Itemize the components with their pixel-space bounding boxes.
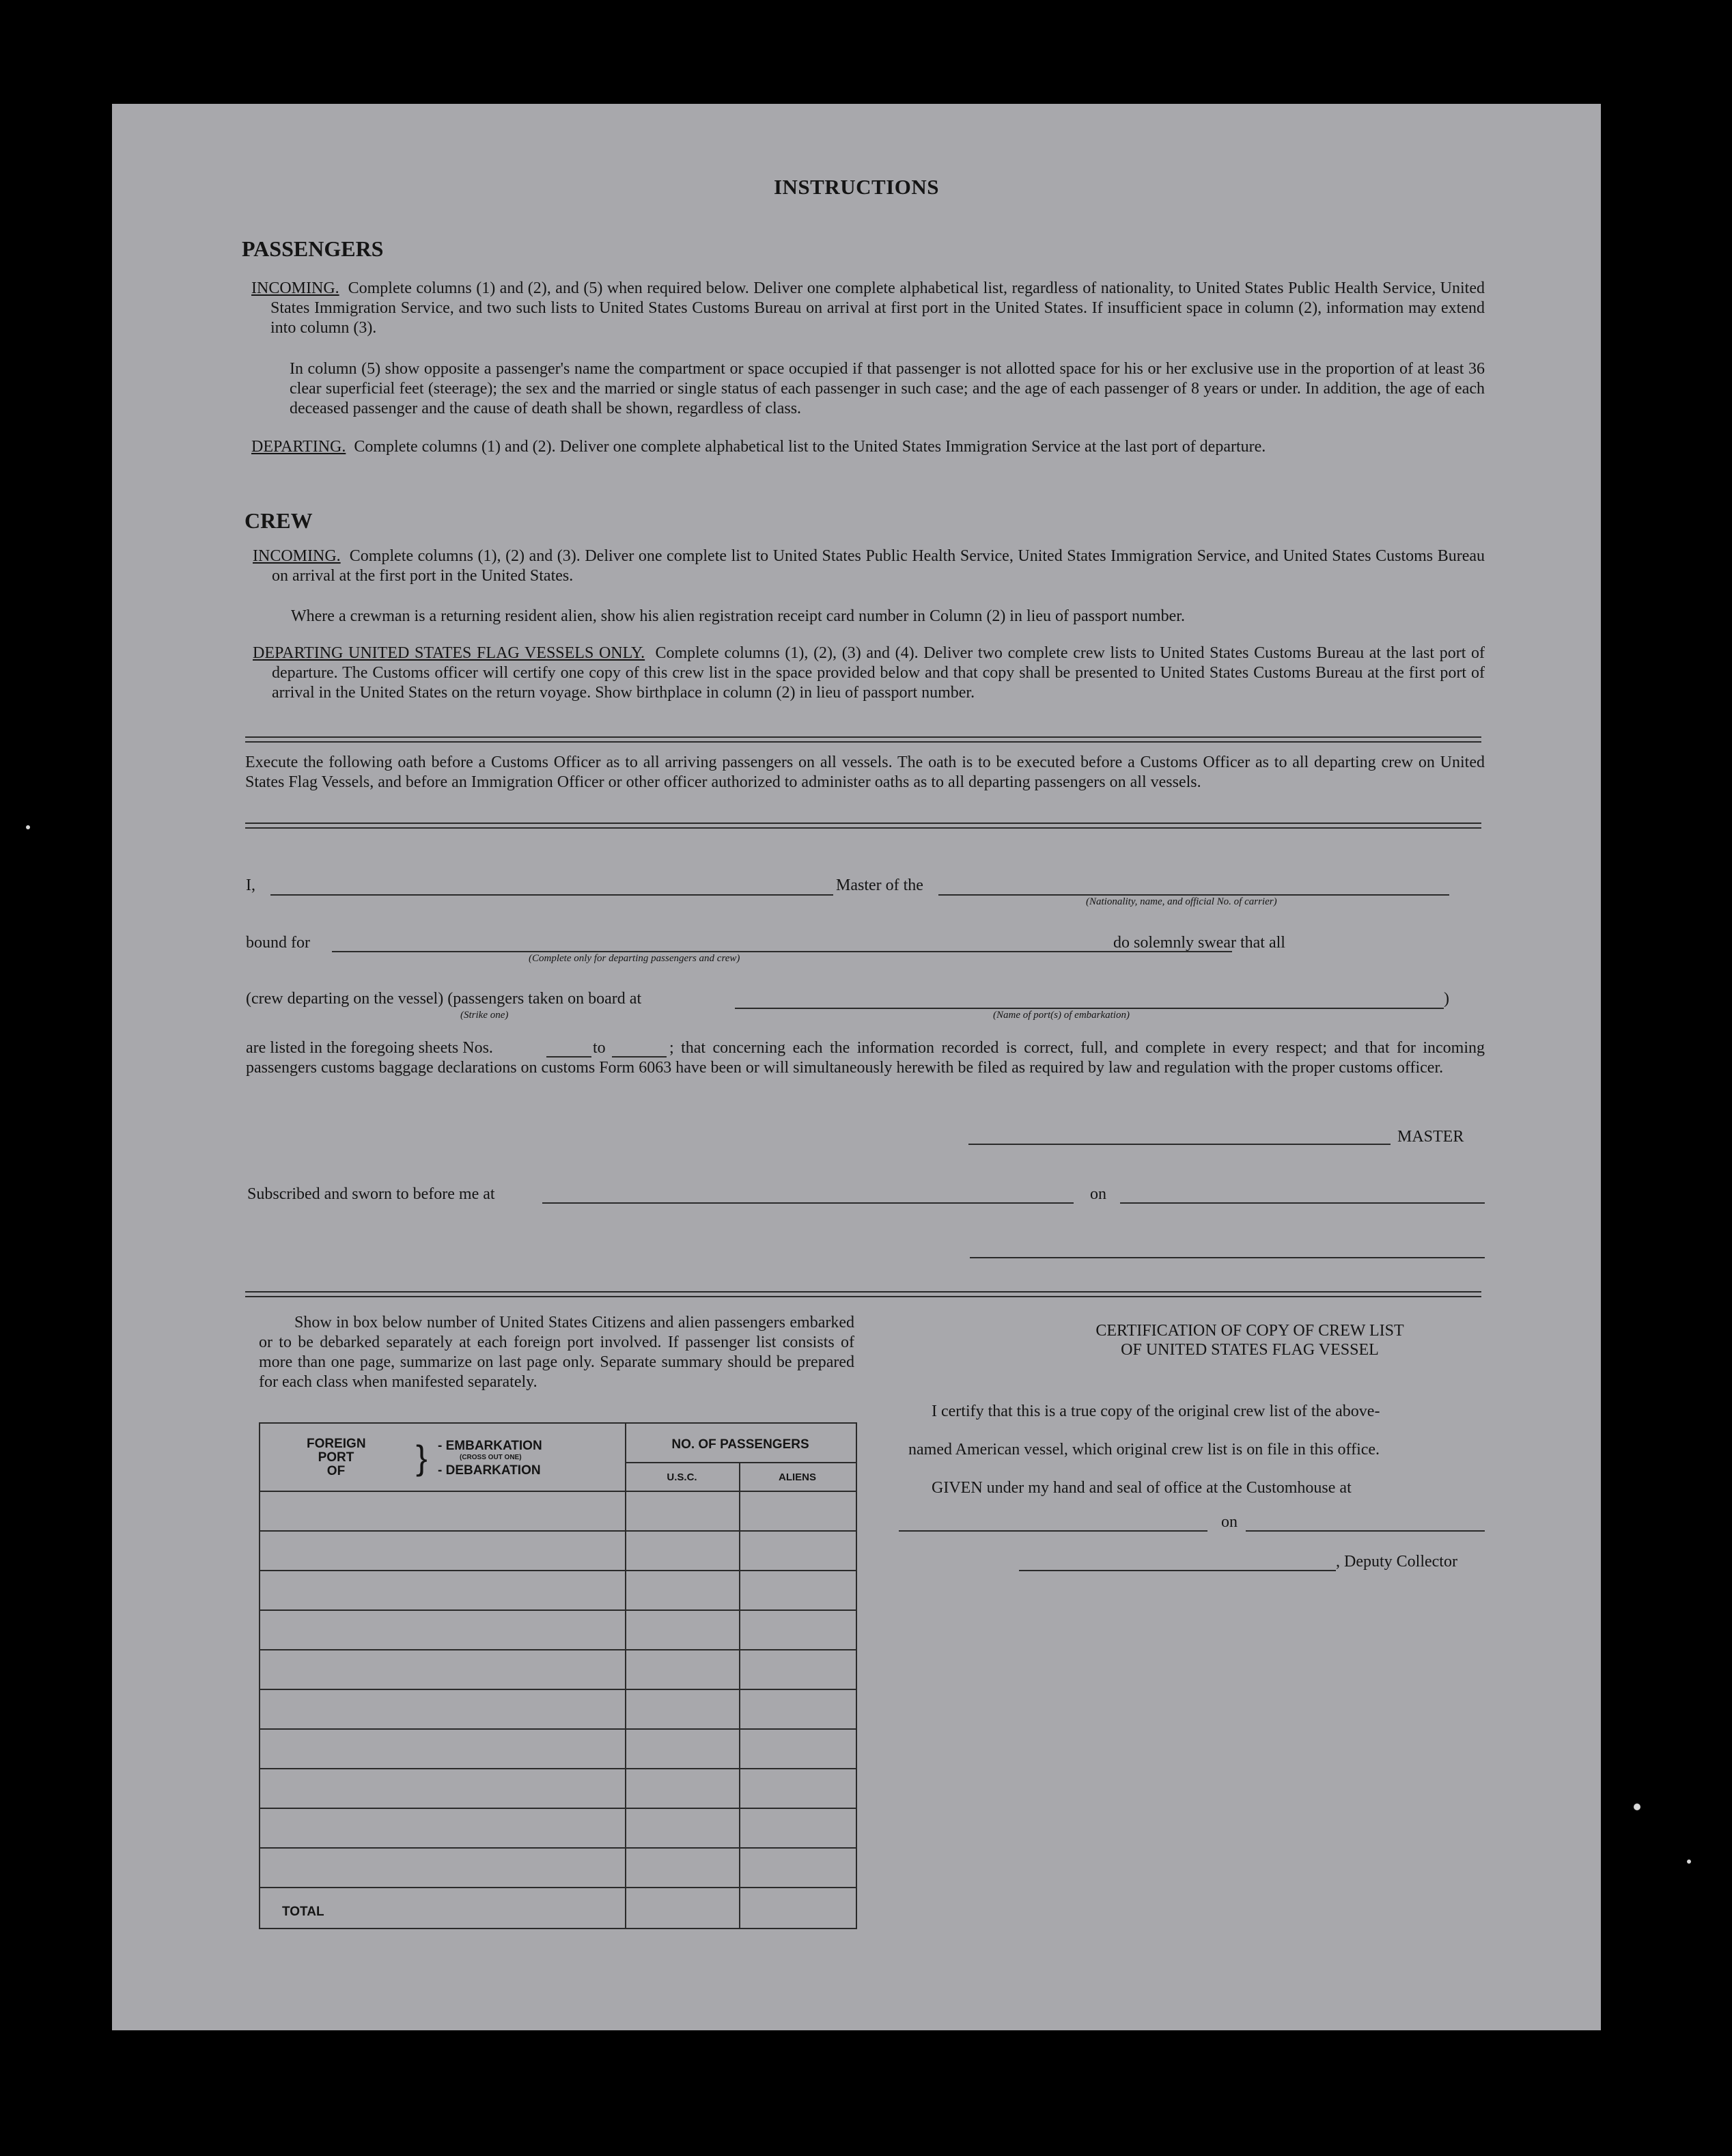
film-speck [26, 825, 30, 829]
passengers-departing-text: Complete columns (1) and (2). Deliver one complete alphabetical list to the United States Immigration Service at the last port of departure. [354, 438, 1266, 456]
passengers-incoming-head: INCOMING. [251, 279, 339, 297]
double-rule [245, 736, 1481, 743]
close-paren: ) [1444, 990, 1449, 1008]
nationality-caption: (Nationality, name, and official No. of carrier) [1086, 896, 1277, 907]
given-line: GIVEN under my hand and seal of office at the Customhouse at [932, 1479, 1352, 1497]
summary-instructions: Show in box below number of United States Citizens and alien passengers embarked or to be debarked separately at each foreign port involved. If passenger list consists of more than one page, summarize on last page only. Separate summary should be prepared for each class when manifested separately. [259, 1314, 854, 1391]
port-embarkation-field[interactable] [735, 1008, 1444, 1009]
master-label: MASTER [1397, 1128, 1464, 1146]
certification-date-field[interactable] [1246, 1530, 1485, 1532]
port-caption: (Name of port(s) of embarkation) [993, 1010, 1130, 1021]
crew-departing-text: Complete columns (1), (2), (3) and (4). Deliver two complete crew lists to United States Customs Bureau at the last port of departure. The Customs officer will certify one copy of this crew list in the space provided below and that copy shall be presented to United States Customs Bureau at the first port of arrival in the United States on the return voyage. Show birthplace in column (2) in lieu of passport number. [272, 644, 1485, 702]
crew-incoming-head: INCOMING. [253, 547, 341, 565]
foreign-port-of-header [307, 1437, 365, 1478]
table-row-rule [260, 1609, 856, 1611]
officer-signature-field[interactable] [970, 1257, 1485, 1258]
usc-header: U.S.C. [667, 1471, 697, 1483]
table-row-rule [260, 1847, 856, 1849]
sheet-to-label: to [593, 1039, 606, 1057]
passengers-departing-paragraph [251, 437, 1485, 457]
do-solemnly-label: do solemnly swear that all [1113, 934, 1285, 952]
certification-title [1011, 1321, 1489, 1359]
header-foreign: FOREIGN [307, 1437, 366, 1451]
cross-out-note: (CROSS OUT ONE) [460, 1454, 522, 1461]
table-divider [625, 1424, 626, 1928]
listed-paragraph: ; that concerning each the information recorded is correct, full, and complete in every respect; and that for incoming passengers customs baggage declarations on customs Form 6063 have been or will simultaneously herewith be filed as required by law and regulation with the proper customs officer. [246, 1039, 1485, 1077]
certification-on-label: on [1221, 1513, 1238, 1531]
table-row-rule [260, 1570, 856, 1571]
brace-glyph: } [416, 1439, 428, 1477]
passengers-departing-head: DEPARTING. [251, 438, 346, 456]
table-row-rule [260, 1728, 856, 1730]
certify-line-2: named American vessel, which original crew list is on file in this office. [908, 1441, 1380, 1459]
master-signature-field[interactable] [968, 1144, 1391, 1145]
crew-departing-paragraph [253, 644, 1485, 703]
carrier-field[interactable] [938, 894, 1449, 896]
table-row-rule [260, 1887, 856, 1888]
no-of-passengers-header: NO. OF PASSENGERS [671, 1437, 809, 1452]
oath-i-label: I, [246, 876, 255, 894]
table-row-rule [260, 1808, 856, 1809]
sheets-nos-label: are listed in the foregoing sheets Nos. [246, 1039, 493, 1057]
table-header-rule [260, 1491, 856, 1492]
sworn-date-field[interactable] [1120, 1202, 1485, 1204]
strike-one-caption: (Strike one) [460, 1010, 509, 1021]
table-divider [625, 1462, 856, 1463]
film-speck [1687, 1860, 1691, 1864]
bound-for-label: bound for [246, 934, 310, 952]
complete-only-caption: (Complete only for departing passengers and crew) [529, 953, 740, 964]
sworn-place-field[interactable] [542, 1202, 1074, 1204]
master-of-the-label: Master of the [836, 876, 923, 894]
crew-departing-head: DEPARTING UNITED STATES FLAG VESSELS ONLY. [253, 644, 645, 662]
film-speck [1634, 1803, 1640, 1810]
passengers-column5-paragraph: In column (5) show opposite a passenger's name the compartment or space occupied if that passenger is not allotted space for his or her exclusive use in the proportion of at least 36 clear superficial feet (steerage); the sex and the married or single status of each passenger in such case; and the age of each passenger of 8 years or under. In addition, the age of each deceased passenger and the cause of death shall be shown, regardless of class. [290, 360, 1485, 417]
debarkation-option[interactable]: - DEBARKATION [438, 1463, 541, 1478]
crew-resident-paragraph: Where a crewman is a returning resident alien, show his alien registration receipt card number in Column (2) in lieu of passport number. [291, 607, 1185, 625]
oath-intro-paragraph: Execute the following oath before a Customs Officer as to all arriving passengers on all vessels. The oath is to be executed before a Customs Officer as to all departing crew on United States Flag Vessels, and before an Immigration Officer or other officer authorized to administer oaths as to all departing passengers on all vessels. [245, 754, 1485, 791]
total-label: TOTAL [282, 1905, 324, 1919]
aliens-header: ALIENS [778, 1471, 816, 1483]
header-of: OF [326, 1464, 346, 1478]
subscribed-label: Subscribed and sworn to before me at [247, 1185, 495, 1203]
crew-passengers-label: (crew departing on the vessel) (passengers taken on board at [246, 990, 642, 1008]
crew-incoming-text: Complete columns (1), (2) and (3). Deliver one complete list to United States Public Health Service, United States Immigration Service, and United States Customs Bureau on arrival at the first port in the United States. [272, 547, 1485, 585]
passenger-summary-table [259, 1422, 857, 1929]
passengers-incoming-paragraph [251, 279, 1485, 338]
table-row-rule [260, 1649, 856, 1650]
bound-for-field[interactable] [332, 951, 1232, 952]
table-divider [739, 1462, 740, 1928]
table-row-rule [260, 1530, 856, 1532]
embarkation-option[interactable]: - EMBARKATION [438, 1439, 542, 1453]
page-title: INSTRUCTIONS [773, 175, 939, 199]
certify-line-1: I certify that this is a true copy of the original crew list of the above- [932, 1402, 1380, 1420]
certification-title-line2: OF UNITED STATES FLAG VESSEL [1121, 1341, 1379, 1359]
deputy-signature-field[interactable] [1019, 1570, 1336, 1571]
customhouse-field[interactable] [899, 1530, 1207, 1532]
double-rule [245, 823, 1481, 829]
header-port: PORT [318, 1450, 354, 1465]
crew-heading: CREW [245, 508, 313, 533]
table-row-rule [260, 1768, 856, 1769]
passengers-incoming-text: Complete columns (1) and (2), and (5) when required below. Deliver one complete alphabetical list, regardless of nationality, to United States Public Health Service, United States Immigration Service, and two such lists to United States Customs Bureau on arrival at first port in the United States. If insufficient space in column (2), information may extend into column (3). [270, 279, 1485, 337]
table-row-rule [260, 1689, 856, 1690]
master-name-field[interactable] [270, 894, 833, 896]
deputy-collector-label: , Deputy Collector [1336, 1553, 1457, 1571]
crew-incoming-paragraph [253, 547, 1485, 586]
passengers-heading: PASSENGERS [242, 236, 384, 261]
sworn-on-label: on [1090, 1185, 1106, 1203]
form-page [112, 104, 1601, 2030]
certification-title-line1: CERTIFICATION OF COPY OF CREW LIST [1095, 1322, 1404, 1340]
double-rule [245, 1291, 1481, 1297]
